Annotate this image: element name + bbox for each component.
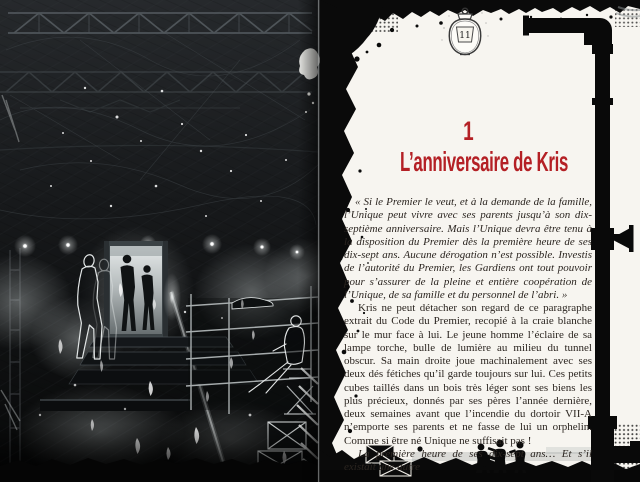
narrative-paragraph: Kris ne peut détacher son regard de ce paragraphe extrait du Code du Premier, recopié à la craie blanche sur le mur face à lui. Le jeune homme l’éclaire de sa lampe torche, bulle de lumière au milieu du tunnel obscur. Sa main droite joue machinalement avec ses deux dés fétiches qu’il garde toujours sur lui. Ces petits cubes taillés dans un bois très léger sont ses biens les plus précieux, donnés par ses pères l’année dernière, deux semaines avant que l’incendie du dortoir VII-A n’emporte ses parents et ne fasse de lui un orphelin. Comme si être né Unique ne suffisait pas ! bbox=[344, 302, 592, 447]
chapter-title: L’anniversaire de Kris bbox=[400, 146, 569, 177]
text-page bbox=[320, 0, 640, 482]
code-quote-paragraph: « Si le Premier le veut, et à la demande de la famille, l’Unique peut vivre avec ses parents jusqu’à son dix-septième anniversaire. Mais l’Unique devra être tenu à la disposition du Premier dès la première heure de ses dix-sept ans. Aucune dérogation n’est possible. Investis de l’autorité du Premier, les Gardiens ont tout pouvoir pour s’assurer de la pleine et entière coopération de l’Unique, de sa famille et du personnel de l’abri. » bbox=[344, 196, 592, 301]
chapter-header bbox=[344, 116, 592, 177]
closing-italic-line: La première heure de ses dix-sept ans… Et s’il existait une autre bbox=[344, 447, 592, 473]
page-number: 11 bbox=[459, 31, 471, 41]
bench bbox=[40, 400, 190, 411]
chapter-text bbox=[344, 196, 592, 474]
chapter-number: 1 bbox=[462, 116, 474, 146]
